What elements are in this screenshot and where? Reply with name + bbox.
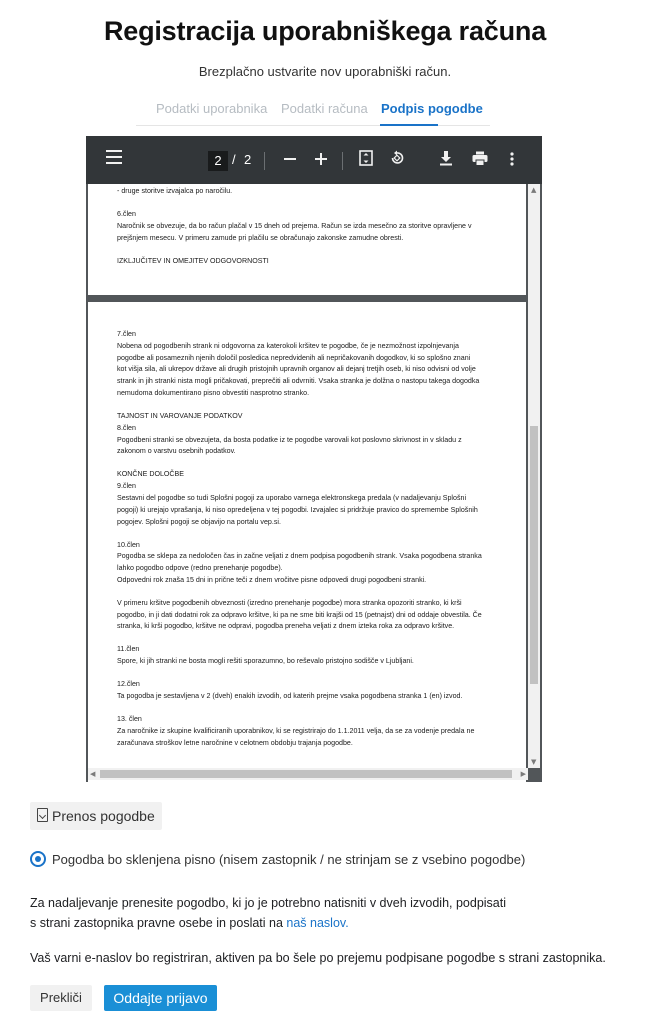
page-total: 2 [244,152,252,167]
tab-user-data[interactable]: Podatki uporabnika [156,101,268,116]
our-address-link[interactable]: naš naslov. [286,916,349,930]
submit-application-button[interactable]: Oddajte prijavo [104,985,217,1011]
zoom-in-icon[interactable] [313,149,329,174]
scroll-down-arrow-icon[interactable]: ▼ [531,758,537,766]
radio-selected-dot [35,856,41,862]
tab-account-data[interactable]: Podatki računa [281,101,368,116]
page-title: Registracija uporabniškega računa [103,16,547,46]
cancel-button[interactable]: Prekliči [30,985,92,1011]
pdf-paragraph: KONČNE DOLOČBE 9.člen Sestavni del pogodbe so tudi Splošni pogoji za uporabo varnega elektronskega predala (v nadaljevanju Splošni pogoji) ki urejajo vprašanja, ki niso opredeljena v tej pogodbi. Izvajalec si pridržuje pravico do spremembe Splošnih pogojev. Splošni pogoji se objavijo na portalu vep.si. [117,470,478,526]
pdf-toolbar [86,136,542,184]
scroll-left-arrow-icon[interactable]: ◀ [90,770,96,778]
pdf-page-1 [88,184,526,295]
written-contract-option[interactable] [30,851,630,869]
pdf-page-2 [88,302,526,782]
active-tab-indicator [380,124,438,126]
pdf-paragraph: TAJNOST IN VAROVANJE PODATKOV 8.člen Pogodbeni stranki se obvezujeta, da bosta podatke iz te pogodbe varovali kot poslovno skrivnost in v skladu z zakonom o varstvu osebnih podatkov. [117,411,462,456]
zoom-out-icon[interactable] [282,149,298,174]
step-tabs [136,98,490,126]
pdf-paragraph: 13. člen Za naročnike iz skupine kvalificiranih uporabnikov, ki se registrirajo do 1.1.2011 velja, da se za vodenje predala ne zaračunava stroškov letne naročnine v celotnem obdobju trajanja pogodbe. [117,715,475,747]
toolbar-divider [342,152,343,170]
pdf-paragraph: 7.člen Nobena od pogodbenih strank ni odgovorna za katerokoli kršitev te pogodbe, če je nezmožnost izpolnjevanja pogodbe ali posameznih njenih določil posledica nepredvidenih ali nepričakovanih dogodkov, ki so splošno znani kot višja sila, ali ukrepov države ali drugih pristojnih upravnih organov ali dejanj tretjih oseb, ki niso odvisni od volje strank in jih stranki nista mogli pričakovati, preprečiti ali odvrniti. Vsaka stranka je dolžna o nastopu takega dogodka nemudoma dokumentirano pisno obvestiti nasprotno stranko. [117,330,480,397]
menu-icon[interactable] [106,150,122,168]
pdf-paragraph: 10.člen Pogodba se sklepa za nedoločen čas in začne veljati z dnem podpisa pogodbenih strank. Vsaka pogodbena stranka lahko pogodbo odpove (redno prenehanje pogodbe). Odpovedni rok znaša 15 dni in prične teči z dnem vročitve pisne odpovedi drugi pogodbeni stranki. [117,540,482,584]
instructions-body: Za nadaljevanje prenesite pogodbo, ki jo je potrebno natisniti v dveh izvodih, podpisati s strani zastopnika pravne osebe in poslati na [30,896,507,930]
activation-notice: Vaš varni e-naslov bo registriran, aktiven pa bo šele po prejemu podpisane pogodbe s strani zastopnika. [30,951,606,965]
tab-contract-signing[interactable]: Podpis pogodbe [381,101,483,116]
print-icon[interactable] [471,151,489,171]
written-contract-radio[interactable] [30,851,46,867]
pdf-paragraph: 12.člen Ta pogodba je sestavljena v 2 (dveh) enakih izvodih, od katerih prejme vsaka pogodbena stranka 1 (en) izvod. [117,680,463,701]
horizontal-scrollbar[interactable] [88,768,528,780]
instructions-text [30,893,590,933]
pdf-paragraph: V primeru kršitve pogodbenih obveznosti (izredno prenehanje pogodbe) mora stranka opozoriti stranko, ki krši pogodbo, in ji dati dodatni rok za odpravo kršitve, ki pa ne sme biti krajši od 15 (petnajst) dni od oddaje obvestila. Če stranka, ki krši pogodbo, kršitve ne odpravi, pogodba preneha veljati z dnem izteka roka za odpravo kršitve. [117,598,482,631]
horizontal-scroll-thumb[interactable] [100,770,512,778]
written-contract-label[interactable]: Pogodba bo sklenjena pisno (nisem zastopnik / ne strinjam se z vsebino pogodbe) [52,852,526,867]
scroll-right-arrow-icon[interactable]: ▶ [520,770,526,778]
file-download-icon [37,808,48,822]
download-contract-label: Prenos pogodbe [52,808,155,824]
fit-page-icon[interactable] [358,150,374,171]
pdf-paragraph: 6.člen Naročnik se obvezuje, da bo račun plačal v 15 dneh od prejema. Račun se izda mesečno za storitve opravljene v prejšnjem mesecu. V primeru zamude pri plačilu se obračunajo zakonske zamudne obresti. [117,209,472,242]
page-separator: / [232,152,236,167]
pdf-viewer [86,136,542,782]
page-number-input[interactable]: 2 [208,151,228,171]
page-subtitle: Brezplačno ustvarite nov uporabniški račun. [198,64,452,79]
vertical-scroll-thumb[interactable] [530,426,538,684]
pdf-paragraph: - druge storitve izvajalca po naročilu. [117,187,233,195]
download-icon[interactable] [438,150,454,171]
pdf-paragraph: IZKLJUČITEV IN OMEJITEV ODGOVORNOSTI [117,256,269,265]
rotate-icon[interactable] [388,150,406,171]
more-vert-icon[interactable] [507,151,517,171]
scroll-up-arrow-icon[interactable]: ▲ [531,186,537,194]
vertical-scrollbar[interactable] [528,184,540,768]
pdf-paragraph: 11.člen Spore, ki jih stranki ne bosta mogli rešiti sporazumno, bo reševalo pristojno sodišče v Ljubljani. [117,645,414,666]
toolbar-divider [264,152,265,170]
download-contract-button[interactable] [30,802,162,830]
